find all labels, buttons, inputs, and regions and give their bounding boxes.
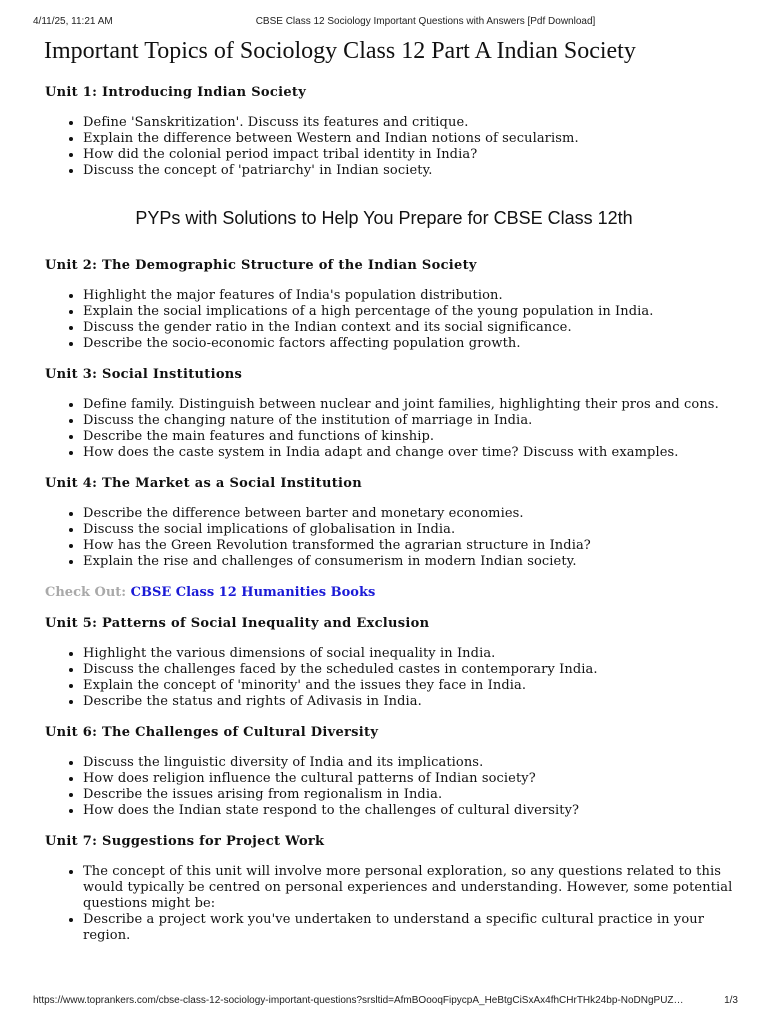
question-item: • Explain the social implications of a high percentage of the young population in India. [83,304,735,320]
question-item: • Discuss the challenges faced by the scheduled castes in contemporary India. [83,662,735,678]
question-item: • Highlight the major features of India's population distribution. [83,288,735,304]
unit-heading: Unit 2: The Demographic Structure of the Indian Society [45,258,477,273]
question-item: • Describe the main features and functions of kinship. [83,429,735,445]
question-item: • Define 'Sanskritization'. Discuss its features and critique. [83,115,735,131]
unit-section-6 [45,725,735,819]
page-number: 1/3 [724,995,738,1006]
question-item: • How has the Green Revolution transformed the agrarian structure in India? [83,538,735,554]
question-list [45,397,735,461]
print-timestamp: 4/11/25, 11:21 AM [33,16,113,27]
check-out-label: Check Out: [45,585,127,600]
question-item: • Describe a project work you've undertaken to understand a specific cultural practice in your region. [83,912,735,944]
unit-heading: Unit 6: The Challenges of Cultural Diversity [45,725,379,740]
print-url: https://www.toprankers.com/cbse-class-12-sociology-important-questions?srsltid=AfmBOooqFipycpA_HeBtgCiSxAx4fhCHrTHk24bp-NoDNgPUZ… [33,995,684,1006]
page-title: Important Topics of Sociology Class 12 Part A Indian Society [44,38,636,64]
question-item: • Highlight the various dimensions of social inequality in India. [83,646,735,662]
humanities-books-link[interactable]: CBSE Class 12 Humanities Books [130,585,376,600]
question-item: • How did the colonial period impact tribal identity in India? [83,147,735,163]
question-item: • How does the Indian state respond to the challenges of cultural diversity? [83,803,735,819]
unit-section-4 [45,476,735,570]
question-item: • Discuss the linguistic diversity of India and its implications. [83,755,735,771]
question-item: • Describe the socio-economic factors affecting population growth. [83,336,735,352]
question-item: • Describe the status and rights of Adivasis in India. [83,694,735,710]
question-item: • Discuss the changing nature of the institution of marriage in India. [83,413,735,429]
question-list [45,755,735,819]
question-list [45,646,735,710]
question-list [45,506,735,570]
question-item: • Define family. Distinguish between nuclear and joint families, highlighting their pros and cons. [83,397,735,413]
question-item: • Explain the difference between Western and Indian notions of secularism. [83,131,735,147]
unit-section-3 [45,367,735,461]
question-list [45,115,735,179]
question-item: • Discuss the social implications of globalisation in India. [83,522,735,538]
question-item: • The concept of this unit will involve more personal exploration, so any questions related to this would typically be centred on personal experiences and understanding. However, some potential questions might be: [83,864,735,912]
question-list [45,288,735,352]
unit-heading: Unit 3: Social Institutions [45,367,243,382]
unit-heading: Unit 4: The Market as a Social Institution [45,476,362,491]
print-doc-title: CBSE Class 12 Sociology Important Questions with Answers [Pdf Download] [255,16,596,27]
question-item: • Explain the concept of 'minority' and the issues they face in India. [83,678,735,694]
unit-section-5 [45,616,735,710]
question-item: • How does the caste system in India adapt and change over time? Discuss with examples. [83,445,735,461]
unit-heading: Unit 7: Suggestions for Project Work [45,834,325,849]
question-item: • Discuss the gender ratio in the Indian context and its social significance. [83,320,735,336]
unit-section-2 [45,258,735,352]
article-content [45,85,735,944]
promo-banner[interactable]: PYPs with Solutions to Help You Prepare for CBSE Class 12th [135,208,633,228]
question-item: • Describe the issues arising from regionalism in India. [83,787,735,803]
unit-section-1 [45,85,735,179]
question-item: • Describe the difference between barter and monetary economies. [83,506,735,522]
question-item: • Discuss the concept of 'patriarchy' in Indian society. [83,163,735,179]
check-out-line [45,585,735,601]
unit-section-7 [45,834,735,944]
unit-heading: Unit 5: Patterns of Social Inequality and Exclusion [45,616,430,631]
question-item: • Explain the rise and challenges of consumerism in modern Indian society. [83,554,735,570]
question-item: • How does religion influence the cultural patterns of Indian society? [83,771,735,787]
unit-heading: Unit 1: Introducing Indian Society [45,85,307,100]
question-list [45,864,735,944]
